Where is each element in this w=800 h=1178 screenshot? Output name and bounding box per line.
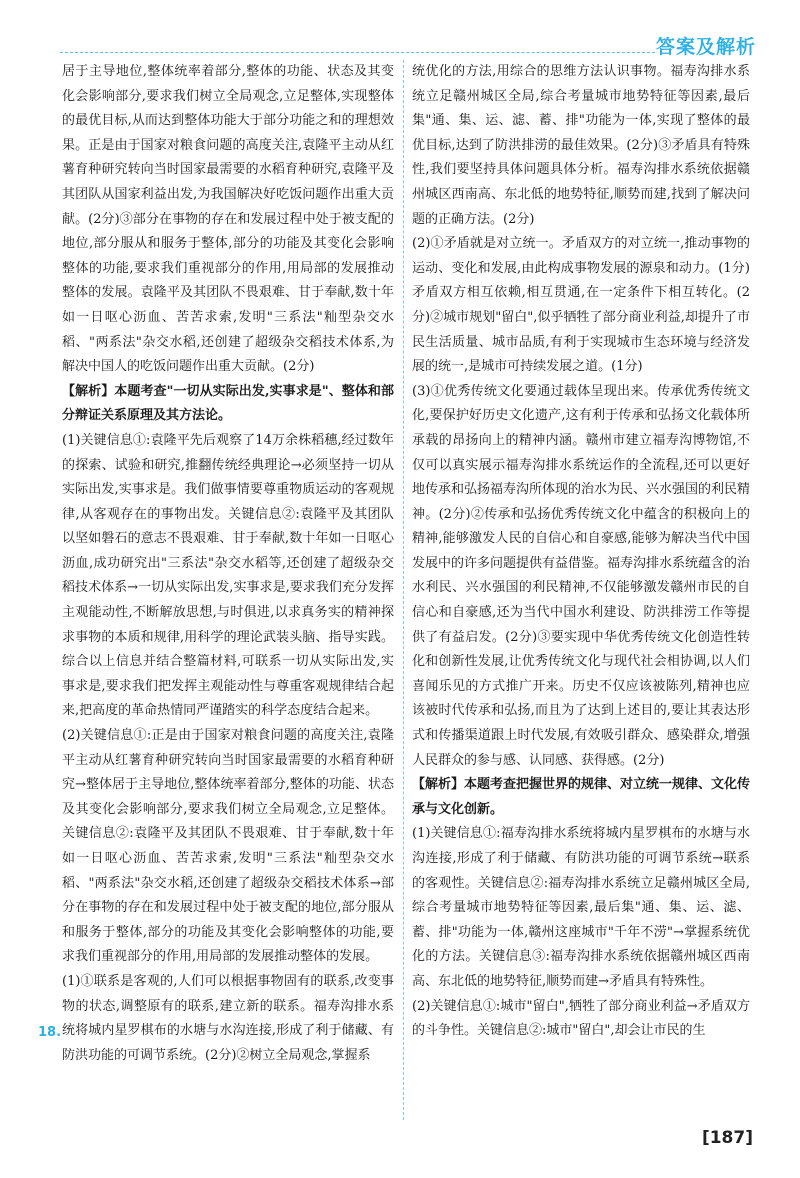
- answer-paragraph: 居于主导地位,整体统率着部分,整体的功能、状态及其变化会影响部分,要求我们树立全局观念,立足整体,实现整体的最优目标,从而达到整体功能大于部分功能之和的理想效果。正是由于国家对粮食问题的高度关注,袁隆平主动从红薯育种研究转向当时国家最需要的水稻育种研究,袁隆平及其团队从国家利益出发,为我国解决好吃饭问题作出重大贡献。(2分)③部分在事物的存在和发展过程中处于被支配的地位,部分服从和服务于整体,部分的功能及其变化会影响整体的功能,要求我们重视部分的作用,用局部的发展推动整体的发展。袁隆平及其团队不畏艰难、甘于奉献,数十年如一日呕心沥血、苦苦求索,发明"三系法"籼型杂交水稻、"两系法"杂交水稻,还创建了超级杂交稻技术体系,为解决中国人的吃饭问题作出重大贡献。(2分): [62, 64, 394, 375]
- analysis-paragraph: (1)关键信息①:福寿沟排水系统将城内星罗棋布的水塘与水沟连接,形成了利于储藏、有防洪功能的可调节系统→联系的客观性。关键信息②:福寿沟排水系统立足赣州城区全局,综合考量城市地势特征等因素,最后集"通、集、运、滤、蓄、排"功能为一体,赣州这座城市"千年不涝"→掌握系统优化的方法。关键信息③:福寿沟排水系统依据赣州城区西南高、东北低的地势特征,顺势而建→矛盾具有特殊性。: [412, 826, 750, 989]
- analysis-paragraph: (2)关键信息①:正是由于国家对粮食问题的高度关注,袁隆平主动从红薯育种研究转向当时国家最需要的水稻育种研究→整体居于主导地位,整体统率着部分,整体的功能、状态及其变化会影响部分,要求我们树立全局观念,立足整体。关键信息②:袁隆平及其团队不畏艰难、甘于奉献,数十年如一日呕心沥血、苦苦求索,发明"三系法"籼型杂交水稻、"两系法"杂交水稻,还创建了超级杂交稻技术体系→部分在事物的存在和发展过程中处于被支配的地位,部分服从和服务于整体,部分的功能及其变化会影响整体的功能,要求我们重视部分的作用,用局部的发展推动整体的发展。: [62, 728, 394, 965]
- right-column: [412, 60, 750, 1044]
- question-number: 18.: [38, 1025, 62, 1040]
- analysis-paragraph: (1)关键信息①:袁隆平先后观察了14万余株稻穗,经过数年的探索、试验和研究,推翻传统经典理论→必须坚持一切从实际出发,实事求是。我们做事情要尊重物质运动的客观规律,从客观存在的事物出发。关键信息②:袁隆平及其团队以坚如磐石的意志不畏艰难、甘于奉献,数十年如一日呕心沥血,成功研究出"三系法"杂交水稻等,还创建了超级杂交稻技术体系→一切从实际出发,实事求是,要求我们充分发挥主观能动性,不断解放思想,与时俱进,以求真务实的精神探求事物的本质和规律,用科学的理论武装头脑、指导实践。综合以上信息并结合整篇材料,可联系一切从实际出发,实事求是,要求我们把发挥主观能动性与尊重客观规律结合起来,把高度的革命热情同严谨踏实的科学态度结合起来。: [62, 432, 394, 719]
- answer-paragraph: (2)①矛盾就是对立统一。矛盾双方的对立统一,推动事物的运动、变化和发展,由此构成事物发展的源泉和动力。(1分)矛盾双方相互依赖,相互贯通,在一定条件下相互转化。(2分)②城市规划"留白",似乎牺牲了部分商业利益,却提升了市民生活质量、城市品质,有利于实现城市生态环境与经济发展的统一,是城市可持续发展之道。(1分): [412, 236, 750, 375]
- page-number: [ 187 ]: [699, 1128, 756, 1148]
- answer-paragraph: 统优化的方法,用综合的思维方法认识事物。福寿沟排水系统立足赣州城区全局,综合考量城市地势特征等因素,最后集"通、集、运、滤、蓄、排"功能为一体,实现了整体的最优目标,达到了防洪排涝的最佳效果。(2分)③矛盾具有特殊性,我们要坚持具体问题具体分析。福寿沟排水系统依据赣州城区西南高、东北低的地势特征,顺势而建,找到了解决问题的正确方法。(2分): [412, 64, 750, 227]
- answer-paragraph: (1)①联系是客观的,人们可以根据事物固有的联系,改变事物的状态,调整原有的联系,建立新的联系。福寿沟排水系统将城内星罗棋布的水塘与水沟连接,形成了利于储藏、有防洪功能的可调节系统。(2分)②树立全局观念,掌握系: [62, 973, 394, 1063]
- analysis-paragraph: (2)关键信息①:城市"留白",牺牲了部分商业利益→矛盾双方的斗争性。关键信息②:城市"留白",却会让市民的生: [412, 998, 750, 1039]
- answer-paragraph: (3)①优秀传统文化要通过载体呈现出来。传承优秀传统文化,要保护好历史文化遗产,这有利于传承和弘扬文化载体所承载的昂扬向上的精神内涵。赣州市建立福寿沟博物馆,不仅可以真实展示福寿沟排水系统运作的全流程,还可以更好地传承和弘扬福寿沟所体现的治水为民、兴水强国的利民精神。(2分)②传承和弘扬优秀传统文化中蕴含的积极向上的精神,能够激发人民的自信心和自豪感,能够为解决当代中国发展中的许多问题提供有益借鉴。福寿沟排水系统蕴含的治水利民、兴水强国的利民精神,不仅能够激发赣州市民的自信心和自豪感,还为当代中国水利建设、防洪排涝工作等提供了有益启发。(2分)③要实现中华优秀传统文化创造性转化和创新性发展,让优秀传统文化与现代社会相协调,以人们喜闻乐见的方式推广开来。历史不仅应该被陈列,精神也应该被时代传承和弘扬,而且为了达到上述目的,要让其表达形式和传播渠道跟上时代发展,有效吸引群众、感染群众,增强人民群众的参与感、认同感、获得感。(2分): [412, 383, 751, 768]
- header-divider: [60, 52, 655, 53]
- analysis-heading: 【解析】本题考查把握世界的规律、对立统一规律、文化传承与文化创新。: [412, 777, 751, 817]
- analysis-heading: 【解析】本题考查"一切从实际出发,实事求是"、整体和部分辩证关系原理及其方法论。: [62, 383, 394, 424]
- left-column: [62, 60, 394, 1068]
- column-divider: [403, 60, 404, 1120]
- page-header-title: 答案及解析: [655, 36, 756, 58]
